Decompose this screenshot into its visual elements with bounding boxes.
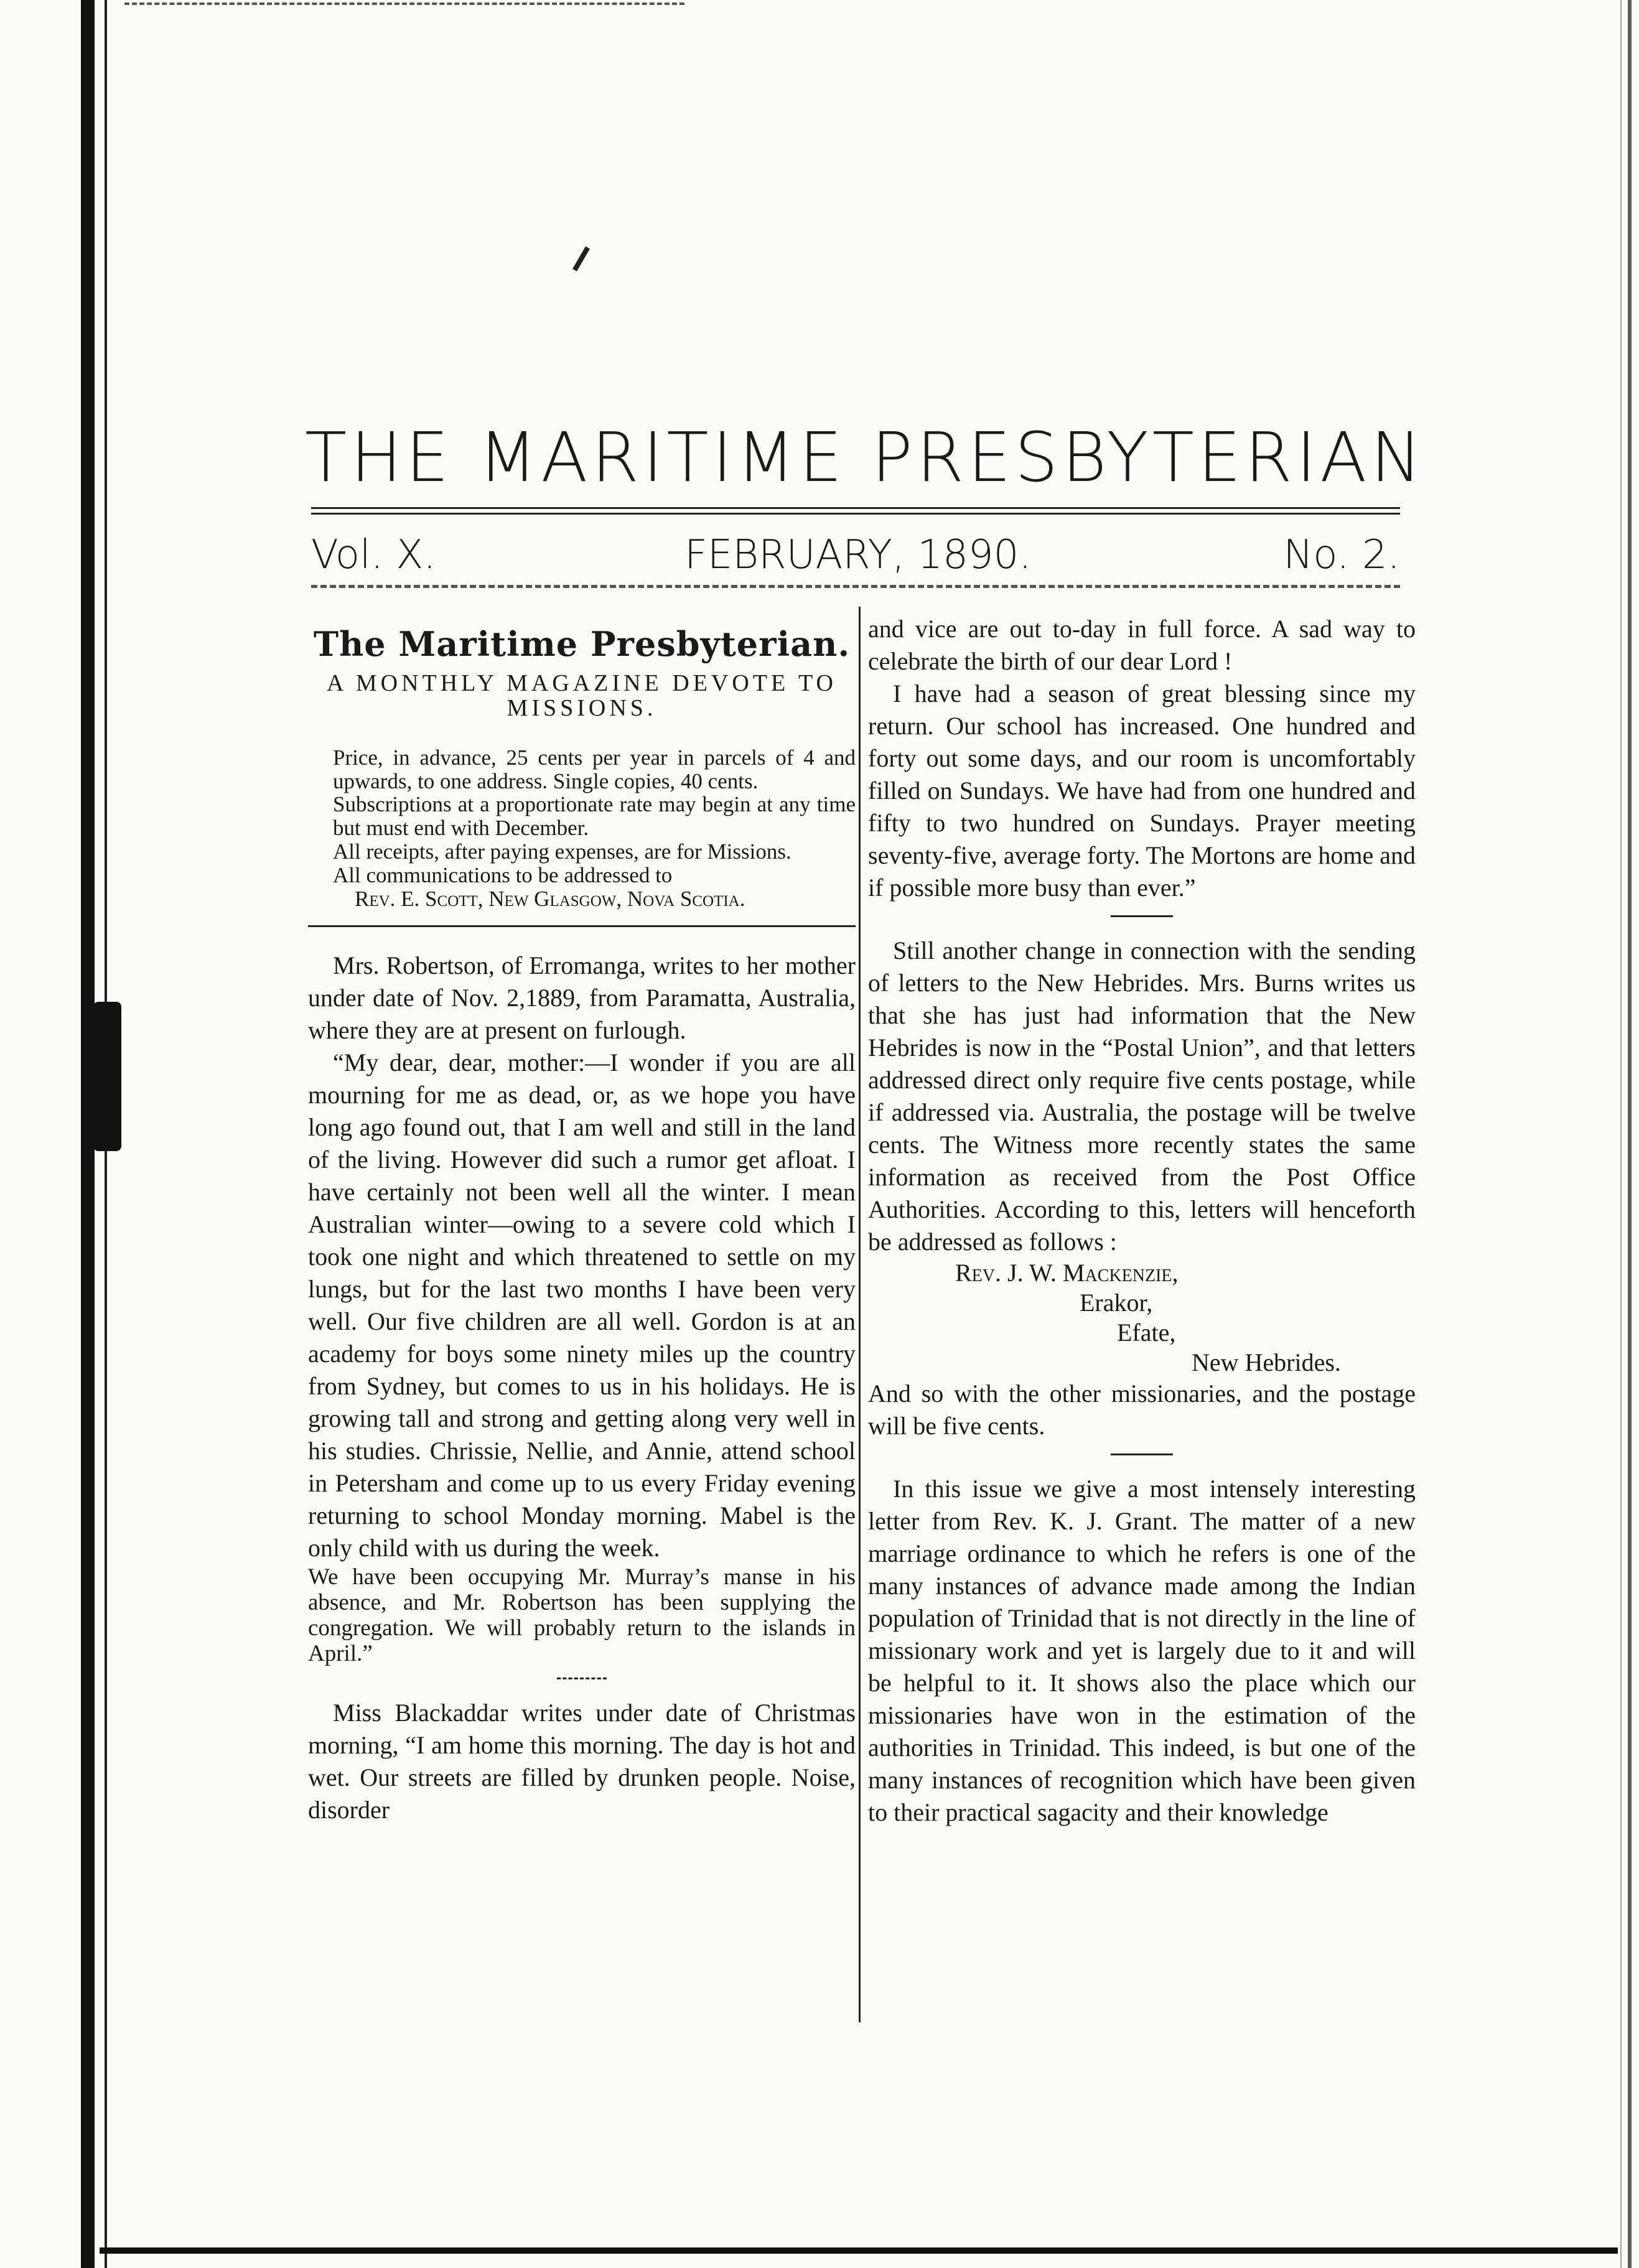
communications-notice: All communications to be addressed to [333, 862, 673, 887]
scan-edge-left [81, 0, 95, 2268]
section-separator [557, 1678, 607, 1679]
right-column [868, 613, 1416, 1829]
mackenzie-address [868, 1258, 1416, 1378]
section-separator [1111, 1454, 1173, 1455]
robertson-letter: “My dear, dear, mother:—I wonder if you are all mourning for me as dead, or, as we hope you have long ago found out, that I am well and still in the land of the living. However did such a rumor get afloat. I have certainly not been well all the winter. I mean Australian winter—owing to a severe cold which I took one night and which threatened to settle on my lungs, but for the last two months I have been very well. Our five children are all well. Gordon is at an academy for boys some ninety miles up the country from Sydney, but comes to us in his holidays. He is growing tall and strong and getting along very well in his studies. Chrissie, Nellie, and Annie, attend school in Petersham and come up to us every Friday evening returning to school Monday morning. Mabel is the only child with us during the week. [308, 1048, 856, 1562]
subscriptions-notice: Subscriptions at a proportionate rate may begin at any time but must end with December. [333, 792, 856, 841]
magazine-title: The Maritime Presbyterian. [313, 624, 851, 664]
grant-article: In this issue we give a most intensely interesting letter from Rev. K. J. Grant. The matter of a new marriage ordinance to which he refers is one of the many instances of advance made among the Indian population of Trinidad that is not directly in the line of missionary work and yet is largely due to it and will be helpful to it. It shows also the place which our missionaries have won in the estimation of the authorities in Trinidad. This indeed, is but one of the many instances of recognition which have been given to their practical sagacity and their knowledge [868, 1475, 1416, 1826]
scan-edge-right [1628, 0, 1632, 2268]
receipts-notice: All receipts, after paying expenses, are for Missions. [333, 839, 791, 864]
blackaddar-letter: Miss Blackaddar writes under date of Christmas morning, “I am home this morning. The day is hot and wet. Our streets are filled by drunken people. Noise, disorder [308, 1699, 856, 1824]
section-separator [1111, 915, 1173, 917]
address-line: New Hebrides. [1192, 1348, 1341, 1376]
ink-speck [572, 246, 590, 271]
masthead-rule [311, 507, 1400, 515]
robertson-intro: Mrs. Robertson, of Erromanga, writes to her mother under date of Nov. 2,1889, from Paramatta, Australia, where they are at present on furlough. [308, 951, 856, 1045]
address-line: Efate, [1117, 1318, 1176, 1346]
volume-label: Vol. X. [311, 532, 436, 578]
scan-bottom-rule [100, 2247, 1618, 2254]
dateline [311, 532, 1400, 582]
scan-edge-right-thin [1620, 0, 1622, 2268]
blackaddar-paragraph: I have had a season of great blessing since my return. Our school has increased. One hundred and forty out some days, and our room is uncomfortably filled on Sundays. We have had from one hundred and fifty to two hundred on Sundays. Prayer meeting seventy-five, average forty. The Mortons are home and if possible more busy than ever.” [868, 679, 1416, 902]
ink-blot [93, 1002, 121, 1151]
postal-union-article: Still another change in connection with the sending of letters to the New Hebrides. Mrs. Burns writes us that she has just had information that the New Hebrides is now in the “Postal Union”, and that letters addressed direct only require five cents postage, while if addressed via. Australia, the postage will be twelve cents. The Witness more recently states the same information as received from the Post Office Authorities. According to this, letters will henceforth be addressed as follows : [868, 936, 1416, 1256]
address-name: Rev. J. W. Mackenzie, [955, 1259, 1179, 1287]
dateline-rule [311, 585, 1400, 588]
issue-date: FEBRUARY, 1890. [684, 532, 1032, 578]
price-notice: Price, in advance, 25 cents per year in parcels of 4 and upwards, to one address. Single copies, 40 cents. [333, 745, 856, 793]
scan-top-rule [124, 2, 684, 9]
issue-number: No. 2. [1283, 532, 1400, 578]
editor-address: Rev. E. Scott, New Glasgow, Nova Scotia. [355, 886, 745, 911]
column-divider [859, 607, 861, 2022]
postal-article-end: And so with the other missionaries, and the postage will be five cents. [868, 1379, 1416, 1440]
left-column [308, 613, 856, 1826]
magazine-subtitle: A MONTHLY MAGAZINE DEVOTE TO MISSIONS. [327, 670, 837, 721]
notice-rule [308, 925, 856, 927]
masthead-title: THE MARITIME PRESBYTERIAN [305, 418, 1426, 497]
address-line: Erakor, [1080, 1289, 1153, 1317]
robertson-letter-end: We have been occupying Mr. Murray’s manse in his absence, and Mr. Robertson has been supplying the congregation. We will probably return to the islands in April.” [308, 1564, 856, 1667]
blackaddar-continued: and vice are out to-day in full force. A sad way to celebrate the birth of our dear Lord ! [868, 615, 1416, 675]
